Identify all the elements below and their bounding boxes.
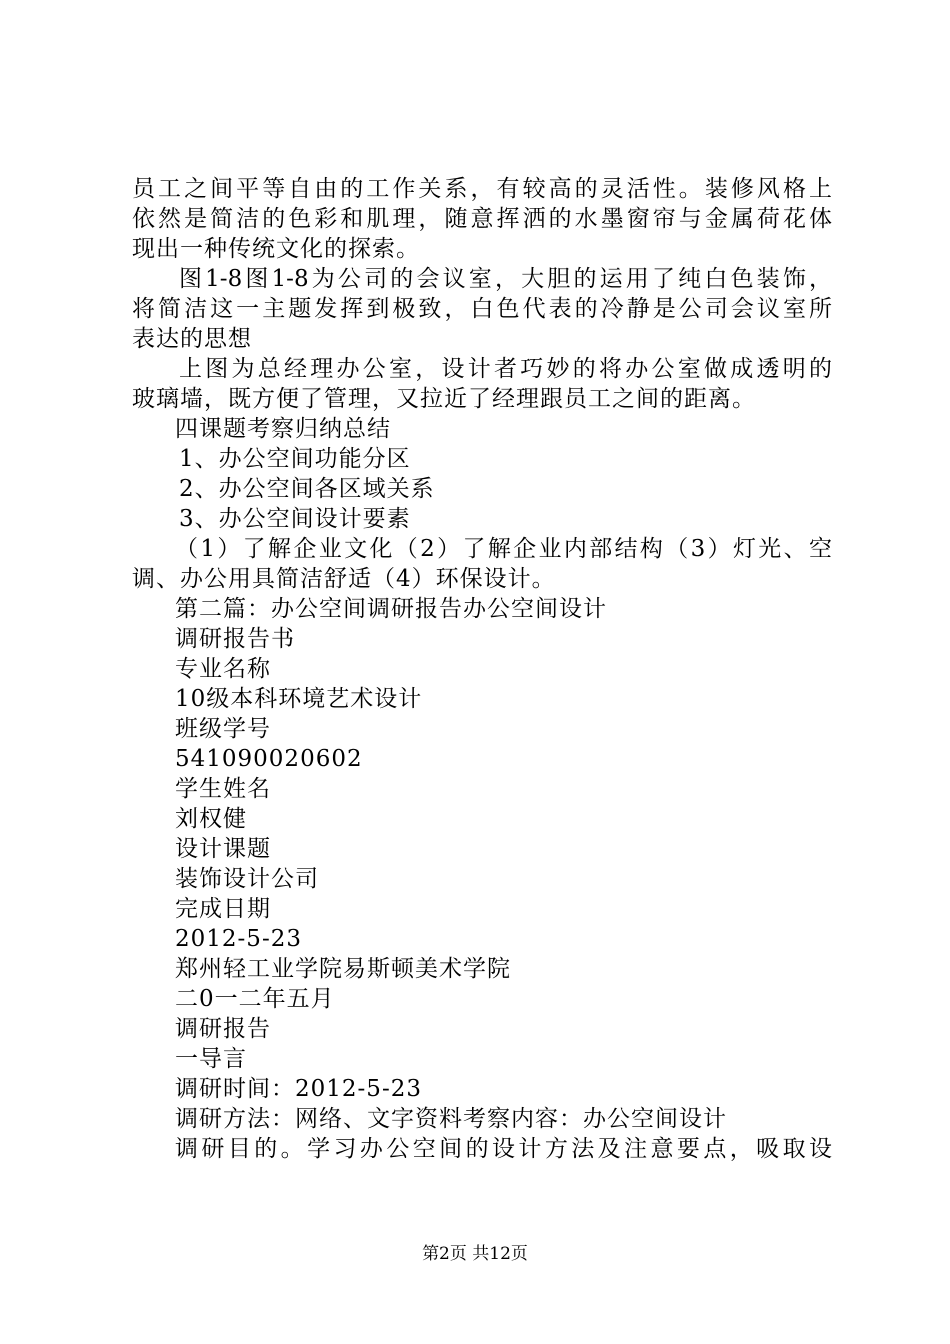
paragraph-line: 员工之间平等自由的工作关系，有较高的灵活性。装修风格上	[132, 176, 832, 202]
paragraph-line: 上图为总经理办公室，设计者巧妙的将办公室做成透明的	[179, 356, 832, 382]
field-label: 完成日期	[175, 896, 271, 922]
paragraph-line: 玻璃墙，既方便了管理，又拉近了经理跟员工之间的距离。	[132, 386, 756, 412]
section-heading: 一导言	[175, 1046, 247, 1072]
field-label: 设计课题	[175, 836, 271, 862]
paragraph-line: 调研时间：2012-5-23	[175, 1076, 422, 1102]
paragraph-line: 将简洁这一主题发挥到极致，白色代表的冷静是公司会议室所	[132, 296, 832, 322]
paragraph-line: （1）了解企业文化（2）了解企业内部结构（3）灯光、空	[175, 536, 832, 562]
paragraph-line: 依然是简洁的色彩和肌理，随意挥洒的水墨窗帘与金属荷花体	[132, 206, 832, 232]
field-value: 2012-5-23	[175, 926, 302, 952]
paragraph-line: 表达的思想	[132, 326, 252, 352]
section-heading: 四课题考察归纳总结	[175, 416, 391, 442]
field-value: 刘权健	[175, 806, 247, 832]
institution-name: 郑州轻工业学院易斯顿美术学院	[175, 956, 511, 982]
paragraph-line: 现出一种传统文化的探索。	[132, 236, 420, 262]
page-footer	[0, 1242, 950, 1266]
field-value: 541090020602	[175, 746, 363, 772]
list-item: 2、办公空间各区域关系	[179, 476, 435, 502]
field-label: 学生姓名	[175, 776, 271, 802]
section-heading: 调研报告	[175, 1016, 271, 1042]
report-title: 调研报告书	[175, 626, 295, 652]
report-date: 二0一二年五月	[175, 986, 335, 1012]
paragraph-line: 调研目的。学习办公空间的设计方法及注意要点，吸取设	[175, 1136, 832, 1162]
list-item: 1、办公空间功能分区	[179, 446, 411, 472]
document-body	[132, 174, 832, 1164]
paragraph-line: 图1-8图1-8为公司的会议室，大胆的运用了纯白色装饰，	[179, 266, 832, 292]
paragraph-line: 调、办公用具简洁舒适（4）环保设计。	[132, 566, 556, 592]
field-label: 专业名称	[175, 656, 271, 682]
field-value: 10级本科环境艺术设计	[175, 686, 423, 712]
list-item: 3、办公空间设计要素	[179, 506, 411, 532]
page-number: 第2页 共12页	[422, 1244, 528, 1264]
paragraph-line: 调研方法：网络、文字资料考察内容：办公空间设计	[175, 1106, 727, 1132]
field-value: 装饰设计公司	[175, 866, 319, 892]
chapter-title: 第二篇：办公空间调研报告办公空间设计	[175, 596, 607, 622]
field-label: 班级学号	[175, 716, 271, 742]
